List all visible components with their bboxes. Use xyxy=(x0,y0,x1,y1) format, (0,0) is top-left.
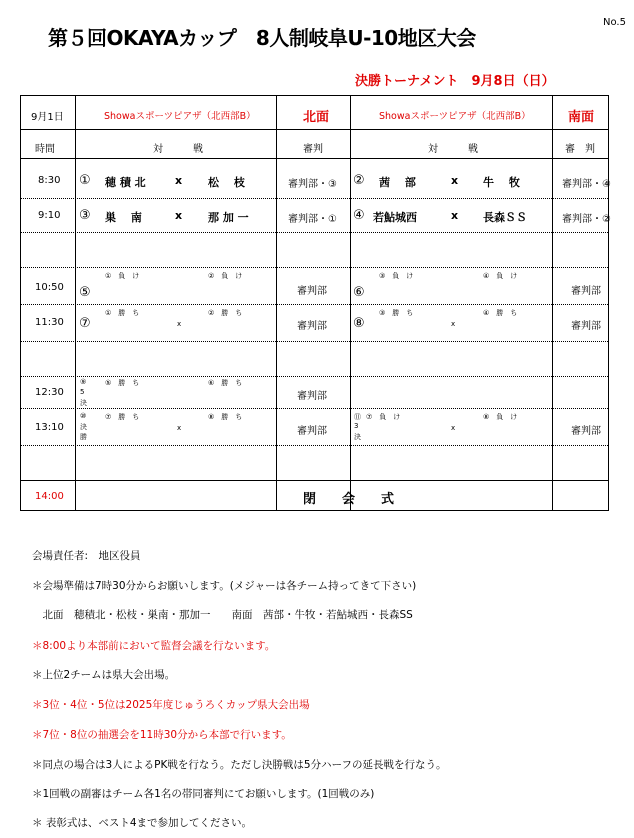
bracket-source: ① 勝 ち xyxy=(105,309,140,317)
bracket-source: ⑧ 負 け xyxy=(483,413,518,421)
bracket-source: ③ 勝 ち xyxy=(379,309,414,317)
versus-mark: x xyxy=(451,424,456,432)
venue-manager: 会場責任者: 地区役員 xyxy=(32,550,141,562)
note-item: ＊3位・4位・5位は2025年度じゅうろくカップ県大会出場 xyxy=(32,699,310,711)
row-divider xyxy=(21,158,608,159)
match-number: ⑥ xyxy=(353,285,365,300)
match-tag: 3 xyxy=(354,422,359,430)
header-time: 時間 xyxy=(35,144,55,155)
bracket-source: ④ 負 け xyxy=(483,272,518,280)
versus-mark: x xyxy=(177,320,182,328)
south-label: 南面 xyxy=(568,110,595,125)
row-divider xyxy=(21,129,608,130)
bracket-source: ④ 勝 ち xyxy=(483,309,518,317)
match-number: ⑨ xyxy=(80,378,87,386)
versus-mark: x xyxy=(177,424,182,432)
row-divider xyxy=(21,267,608,268)
closing-time: 14:00 xyxy=(35,491,64,502)
referee-cell: 審判部 xyxy=(571,286,601,297)
match-number: ⑪ xyxy=(354,413,361,421)
row-divider xyxy=(21,445,608,446)
versus-mark: x xyxy=(451,320,456,328)
team-name: 松 枝 xyxy=(208,176,245,189)
team-name: 穂 積 北 xyxy=(105,176,146,189)
bracket-source: ③ 負 け xyxy=(379,272,414,280)
row-divider xyxy=(21,341,608,342)
match-number: ③ xyxy=(79,208,91,223)
note-item: 北面 穂積北・松枝・巣南・那加一 南面 茜部・牛牧・若鮎城西・長森SS xyxy=(32,609,413,621)
team-name: 牛 牧 xyxy=(483,176,520,189)
versus-mark: x xyxy=(451,209,459,222)
referee-cell: 審判部 xyxy=(297,321,327,332)
bracket-source: ② 負 け xyxy=(208,272,243,280)
note-item: ＊1回戦の副審はチーム各1名の帯同審判にてお願いします。(1回戦のみ) xyxy=(32,788,375,800)
versus-mark: x xyxy=(175,174,183,187)
referee-cell: 審判部・④ xyxy=(562,179,611,190)
bracket-source: ⑧ 勝 ち xyxy=(208,413,243,421)
match-number: ⑩ xyxy=(80,412,87,420)
row-divider xyxy=(21,376,608,377)
header-referee-north: 審判 xyxy=(303,144,323,155)
bracket-source: ① 負 け xyxy=(105,272,140,280)
bracket-source: ⑤ 勝 ち xyxy=(105,379,140,387)
bracket-source: ② 勝 ち xyxy=(208,309,243,317)
match-tag: 勝 xyxy=(80,433,87,441)
team-name: 那 加 一 xyxy=(208,211,249,224)
note-item: ＊会場準備は7時30分からお願いします。(メジャーは各チーム持ってきて下さい) xyxy=(32,580,417,592)
note-item: ＊ 表彰式は、ベスト4まで参加してください。 xyxy=(32,817,253,829)
row-divider xyxy=(21,232,608,233)
referee-cell: 審判部 xyxy=(571,426,601,437)
referee-cell: 審判部 xyxy=(297,426,327,437)
bracket-source: ⑥ 勝 ち xyxy=(208,379,243,387)
referee-cell: 審判部 xyxy=(571,321,601,332)
north-label: 北面 xyxy=(303,110,330,125)
team-name: 長森ＳＳ xyxy=(483,211,527,224)
note-item: ＊上位2チームは県大会出場。 xyxy=(32,669,176,681)
team-name: 茜 部 xyxy=(379,176,416,189)
row-divider xyxy=(21,304,608,305)
referee-cell: 審判部 xyxy=(297,286,327,297)
north-venue: Showaスポーツピアザ（北西部B） xyxy=(104,111,256,122)
match-number: ① xyxy=(79,173,91,188)
match-tag: 5 xyxy=(80,388,85,396)
row-divider xyxy=(21,198,608,199)
match-tag: 決 xyxy=(80,399,87,407)
row-divider xyxy=(21,408,608,409)
versus-mark: x xyxy=(451,174,459,187)
page-title: 第５回OKAYAカップ 8人制岐阜U-10地区大会 xyxy=(48,26,476,50)
note-item: ＊同点の場合は3人によるPK戦を行なう。ただし決勝戦は5分ハーフの延長戦を行なう。 xyxy=(32,759,447,771)
referee-cell: 審判部 xyxy=(297,391,327,402)
referee-cell: 審判部・③ xyxy=(288,179,337,190)
match-tag: 決 xyxy=(80,423,87,431)
time-cell: 11:30 xyxy=(35,317,64,328)
referee-cell: 審判部・① xyxy=(288,214,337,225)
south-venue: Showaスポーツピアザ（北西部B） xyxy=(379,111,531,122)
date-cell: 9月1日 xyxy=(31,112,64,123)
match-number: ⑤ xyxy=(79,285,91,300)
note-item: ＊7位・8位の抽選会を11時30分から本部で行います。 xyxy=(32,729,292,741)
bracket-source: ⑦ 勝 ち xyxy=(105,413,140,421)
header-match-south: 対 戦 xyxy=(428,144,478,155)
team-name: 巣 南 xyxy=(105,211,142,224)
match-number: ④ xyxy=(353,208,365,223)
page-number: No.5 xyxy=(603,17,626,28)
match-number: ② xyxy=(353,173,365,188)
header-referee-south: 審 判 xyxy=(565,144,595,155)
match-tag: 決 xyxy=(354,433,361,441)
team-name: 若鮎城西 xyxy=(373,211,417,224)
time-cell: 9:10 xyxy=(38,210,61,221)
schedule-table xyxy=(20,95,609,511)
page-subtitle: 決勝トーナメント 9月8日（日） xyxy=(355,74,555,89)
header-match-north: 対 戦 xyxy=(153,144,203,155)
time-cell: 13:10 xyxy=(35,422,64,433)
row-divider xyxy=(21,480,608,481)
bracket-source: ⑦ 負 け xyxy=(366,413,401,421)
versus-mark: x xyxy=(175,209,183,222)
closing-ceremony: 閉 会 式 xyxy=(303,492,395,507)
time-cell: 10:50 xyxy=(35,282,64,293)
match-number: ⑦ xyxy=(79,316,91,331)
note-item: ＊8:00より本部前において監督会議を行ないます。 xyxy=(32,640,276,652)
referee-cell: 審判部・② xyxy=(562,214,611,225)
time-cell: 8:30 xyxy=(38,175,61,186)
match-number: ⑧ xyxy=(353,316,365,331)
time-cell: 12:30 xyxy=(35,387,64,398)
